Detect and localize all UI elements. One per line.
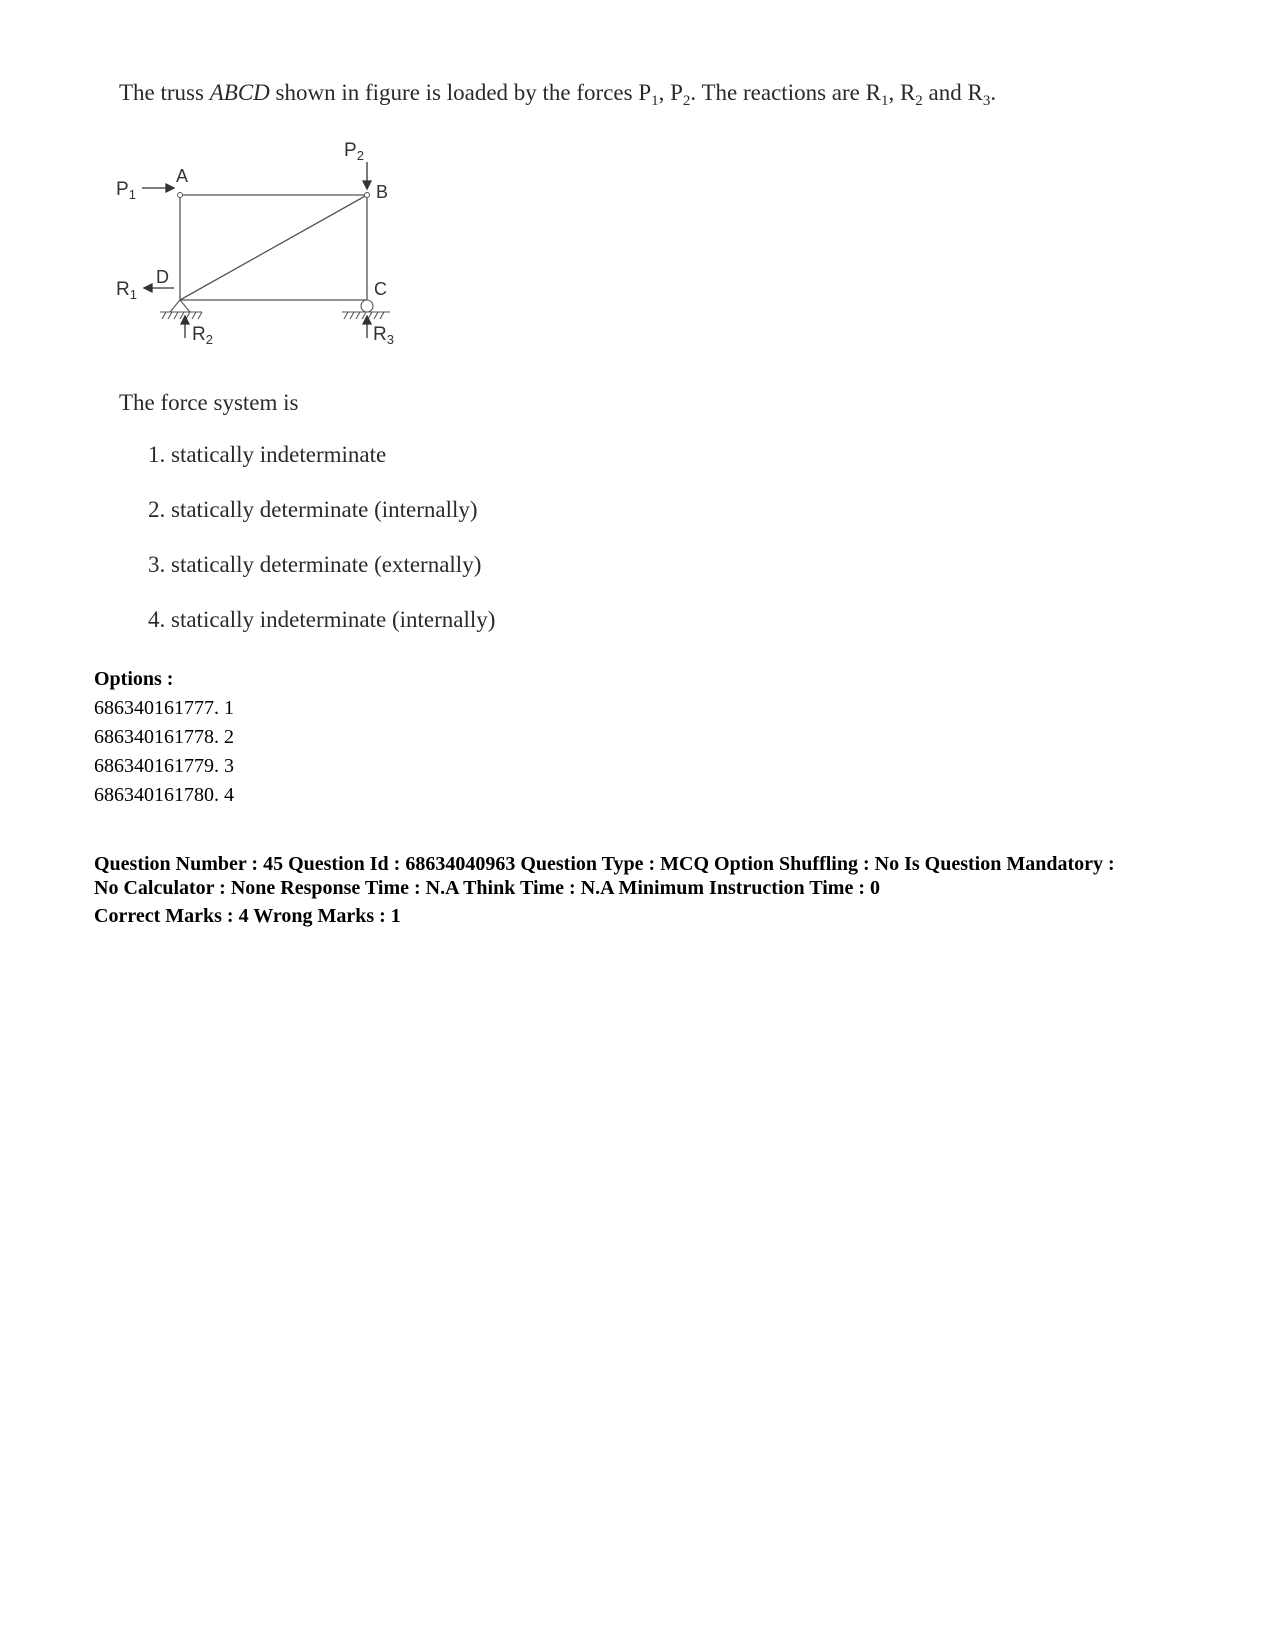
pin-support-d: [160, 300, 202, 319]
choice-item: 1. statically indeterminate: [148, 442, 387, 467]
arrow-p1-head: [166, 184, 174, 192]
label-c: C: [374, 279, 387, 299]
option-item: 686340161780. 4: [94, 784, 234, 806]
label-b: B: [376, 182, 389, 202]
choice-list: [148, 442, 495, 662]
meta-line: No Calculator : None Response Time : N.A Think Time : N.A Minimum Instruction Time : 0: [94, 877, 880, 899]
label-a: A: [176, 166, 189, 186]
label-p1: $P_1$: [116, 179, 136, 202]
choice-item: 3. statically determinate (externally): [148, 552, 482, 577]
label-r1: $R_1$: [116, 279, 137, 302]
truss-diagram: [110, 140, 410, 370]
question-stem: The force system is: [119, 390, 299, 415]
options-block: [94, 665, 234, 810]
arrow-p2-head: [363, 181, 371, 189]
arrow-r2-head: [181, 316, 189, 324]
question-meta: [94, 852, 1214, 928]
arrow-r1-head: [144, 284, 152, 292]
roller-support-c: [342, 300, 390, 319]
marks-line: Correct Marks : 4 Wrong Marks : 1: [94, 905, 401, 927]
meta-line: Question Number : 45 Question Id : 68634040963 Question Type : MCQ Option Shuffling : No Is Question Mandatory :: [94, 853, 1115, 875]
label-r2: $R_2$: [192, 324, 213, 347]
arrow-r3-head: [363, 316, 371, 324]
choice-item: 2. statically determinate (internally): [148, 497, 478, 522]
option-item: 686340161777. 1: [94, 697, 234, 719]
question-text: The truss ABCD shown in figure is loaded by the forces $P_1$, $P_2$. The reactions are $R_1$, $R_2$ and $R_3$.: [119, 80, 997, 109]
joint-a: [178, 193, 183, 198]
option-item: 686340161779. 3: [94, 755, 234, 777]
label-p2: $P_2$: [344, 140, 364, 163]
option-item: 686340161778. 2: [94, 726, 234, 748]
label-r3: $R_3$: [373, 324, 394, 347]
options-title: Options :: [94, 668, 174, 690]
joint-b: [365, 193, 370, 198]
choice-item: 4. statically indeterminate (internally): [148, 607, 496, 632]
truss-figure: [110, 140, 410, 375]
member-db: [180, 195, 367, 300]
label-d: D: [156, 267, 169, 287]
